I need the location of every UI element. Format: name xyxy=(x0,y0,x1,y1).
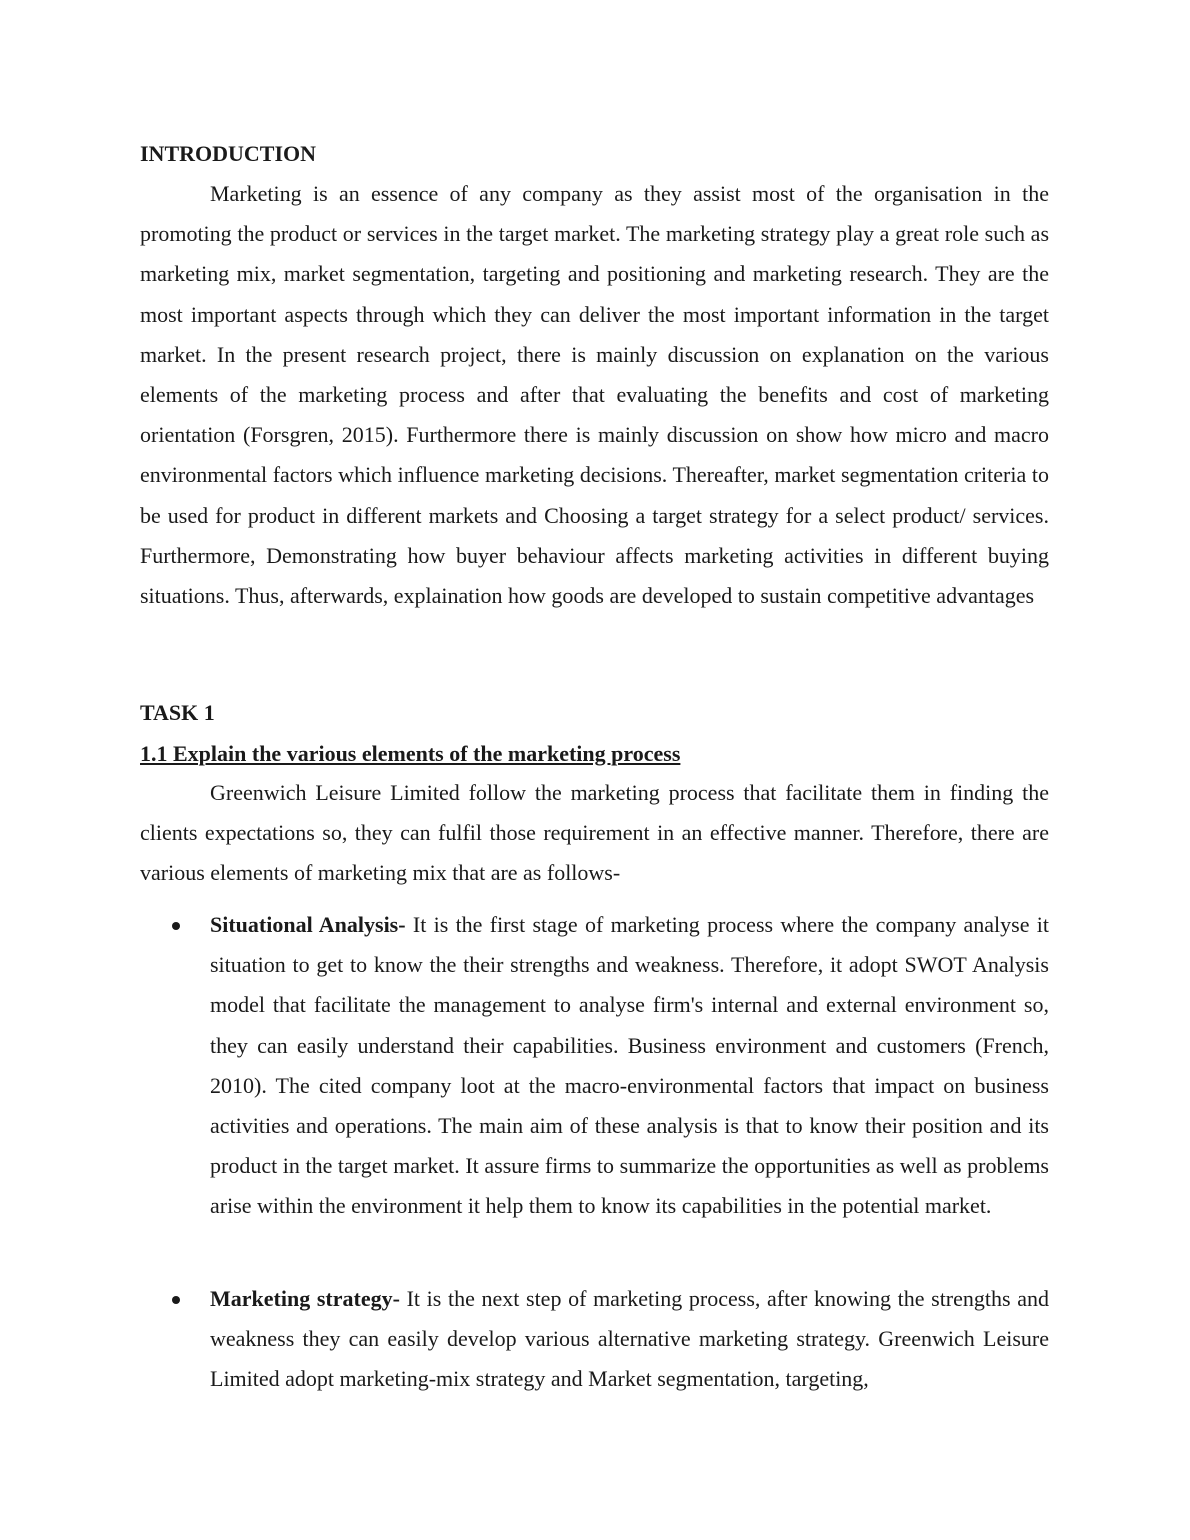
bullet-title: Marketing strategy- xyxy=(210,1286,400,1311)
task1-heading: TASK 1 xyxy=(140,700,215,725)
bullet-text: It is the next step of marketing process, after knowing the strengths and weakness they can easily develop various alternative marketing strategy. Greenwich Leisure Limited adopt marketing-mix strategy and Market segmentation, targeting, xyxy=(210,1286,1049,1392)
bullet-item-marketing-strategy xyxy=(210,1279,1049,1400)
task1-subheading: 1.1 Explain the various elements of the marketing process xyxy=(140,741,681,766)
task1-paragraph: Greenwich Leisure Limited follow the marketing process that facilitate them in finding the clients expectations so, they can fulfil those requirement in an effective manner. Therefore, there are various elements of marketing mix that are as follows- xyxy=(140,780,1049,886)
bullet-icon xyxy=(172,922,180,930)
bullet-title: Situational Analysis- xyxy=(210,912,406,937)
bullet-text: It is the first stage of marketing process where the company analyse it situation to get to know the their strengths and weakness. Therefore, it adopt SWOT Analysis model that facilitate the management to analyse firm's internal and external environment so, they can easily understand their capabilities. Business environment and customers (French, 2010). The cited company loot at the macro-environmental factors that impact on business activities and operations. The main aim of these analysis is that to know their position and its product in the target market. It assure firms to summarize the opportunities as well as problems arise within the environment it help them to know its capabilities in the potential market. xyxy=(210,912,1049,1219)
bullet-icon xyxy=(172,1296,180,1304)
introduction-heading: INTRODUCTION xyxy=(140,141,317,166)
bullet-item-situational-analysis xyxy=(210,905,1049,1227)
introduction-paragraph: Marketing is an essence of any company as they assist most of the organisation in the promoting the product or services in the target market. The marketing strategy play a great role such as marketing mix, market segmentation, targeting and positioning and marketing research. They are the most important aspects through which they can deliver the most important information in the target market. In the present research project, there is mainly discussion on explanation on the various elements of the marketing process and after that evaluating the benefits and cost of marketing orientation (Forsgren, 2015). Furthermore there is mainly discussion on show how micro and macro environmental factors which influence marketing decisions. Thereafter, market segmentation criteria to be used for product in different markets and Choosing a target strategy for a select product/ services. Furthermore, Demonstrating how buyer behaviour affects marketing activities in different buying situations. Thus, afterwards, explaination how goods are developed to sustain competitive advantages xyxy=(140,181,1049,609)
